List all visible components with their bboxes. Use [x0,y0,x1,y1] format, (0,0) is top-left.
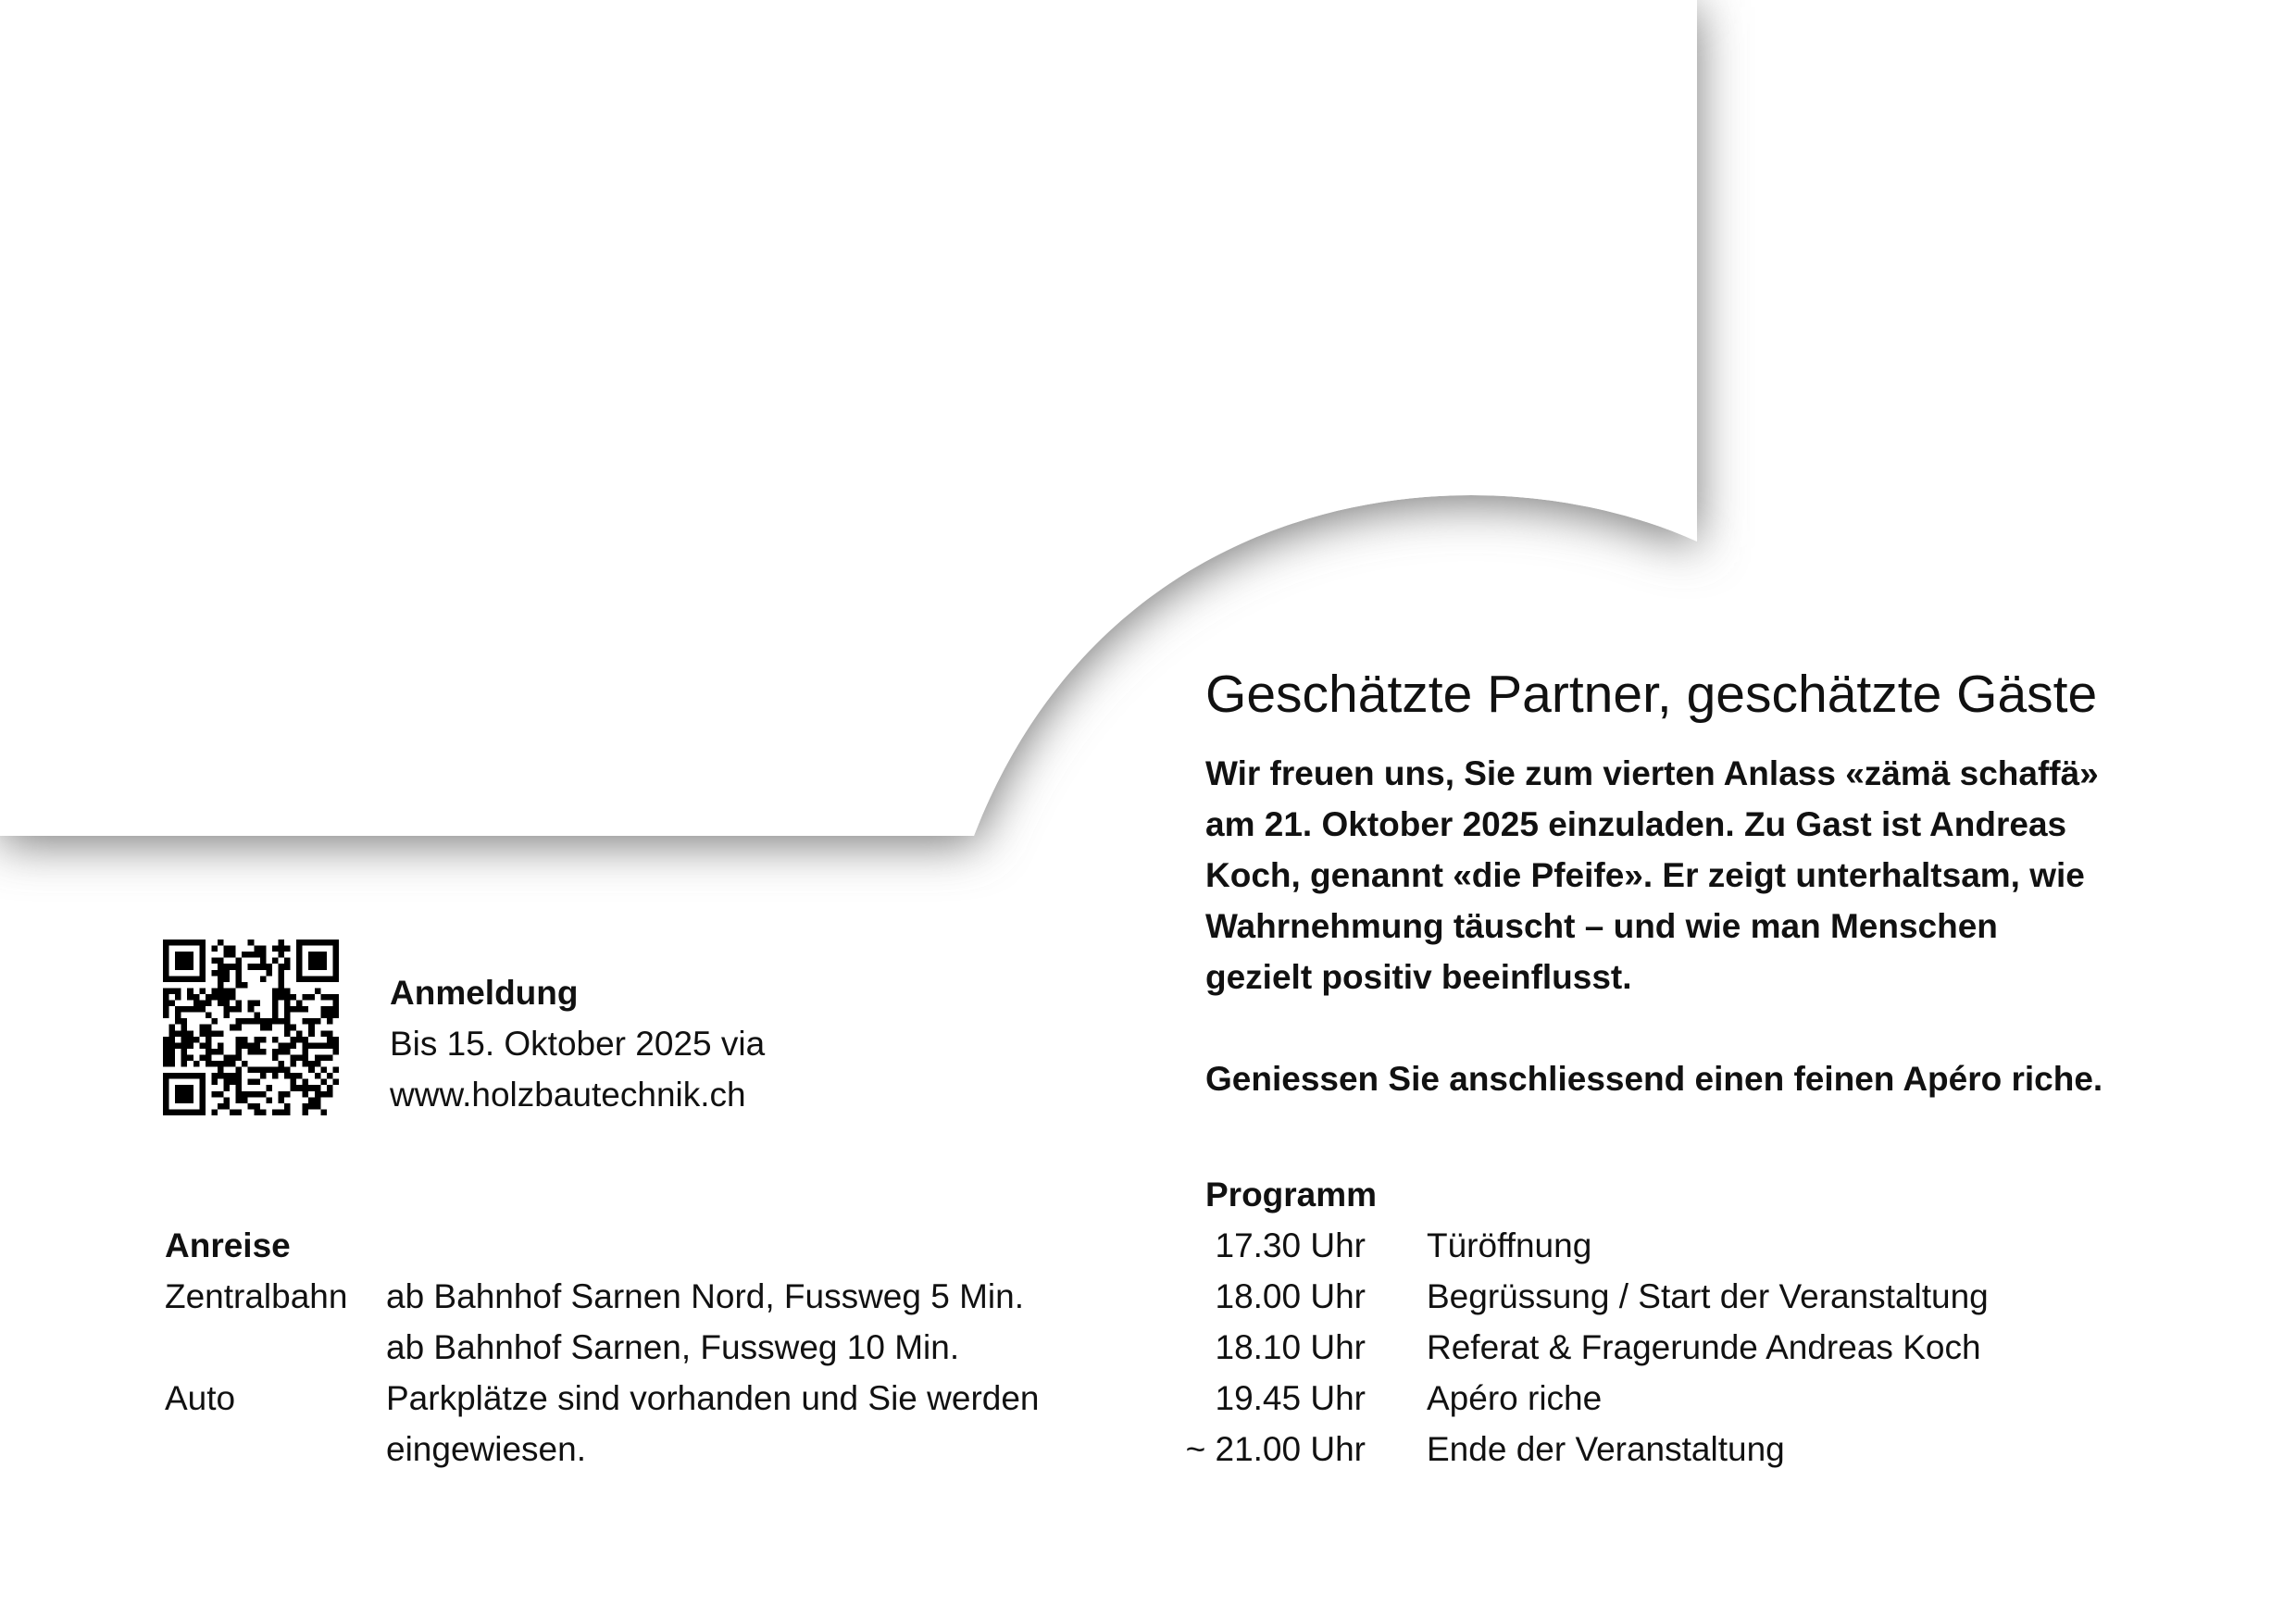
program-time: 18.00 Uhr [1215,1277,1366,1315]
travel-text: ab Bahnhof Sarnen, Fussweg 10 Min. [386,1328,960,1366]
program-item: Referat & Fragerunde Andreas Koch [1427,1328,1981,1366]
travel-text: eingewiesen. [386,1430,586,1468]
travel-text: ab Bahnhof Sarnen Nord, Fussweg 5 Min. [386,1277,1024,1315]
travel-mode: Zentralbahn [165,1277,348,1315]
intro-line: gezielt positiv beeinflusst. [1205,958,1632,996]
intro-line: Koch, genannt «die Pfeife». Er zeigt unterhaltsam, wie [1205,856,2085,894]
program-item: Apéro riche [1427,1379,1603,1417]
program-time: 17.30 Uhr [1215,1226,1366,1264]
program-item: Türöffnung [1427,1226,1592,1264]
intro-line: am 21. Oktober 2025 einzuladen. Zu Gast ist Andreas [1205,805,2067,843]
intro-line: Wir freuen uns, Sie zum vierten Anlass «zämä schaffä» [1205,754,2099,792]
program-heading: Programm [1205,1176,1378,1214]
program-time: ~ 21.00 Uhr [1185,1430,1366,1468]
registration-heading: Anmeldung [390,974,579,1012]
travel-mode: Auto [165,1379,236,1417]
greeting-title: Geschätzte Partner, geschätzte Gäste [1205,665,2098,724]
travel-text: Parkplätze sind vorhanden und Sie werden [386,1379,1040,1417]
registration-link[interactable]: www.holzbautechnik.ch [390,1076,746,1114]
registration-deadline: Bis 15. Oktober 2025 via [390,1025,766,1063]
closing-line: Geniessen Sie anschliessend einen feinen Apéro riche. [1205,1060,2103,1098]
program-time: 18.10 Uhr [1215,1328,1366,1366]
intro-line: Wahrnehmung täuscht – und wie man Menschen [1205,907,1998,945]
program-item: Ende der Veranstaltung [1427,1430,1785,1468]
qr-code-icon[interactable] [163,940,339,1115]
program-time: 19.45 Uhr [1215,1379,1366,1417]
program-item: Begrüssung / Start der Veranstaltung [1427,1277,1989,1315]
travel-heading: Anreise [165,1226,291,1264]
